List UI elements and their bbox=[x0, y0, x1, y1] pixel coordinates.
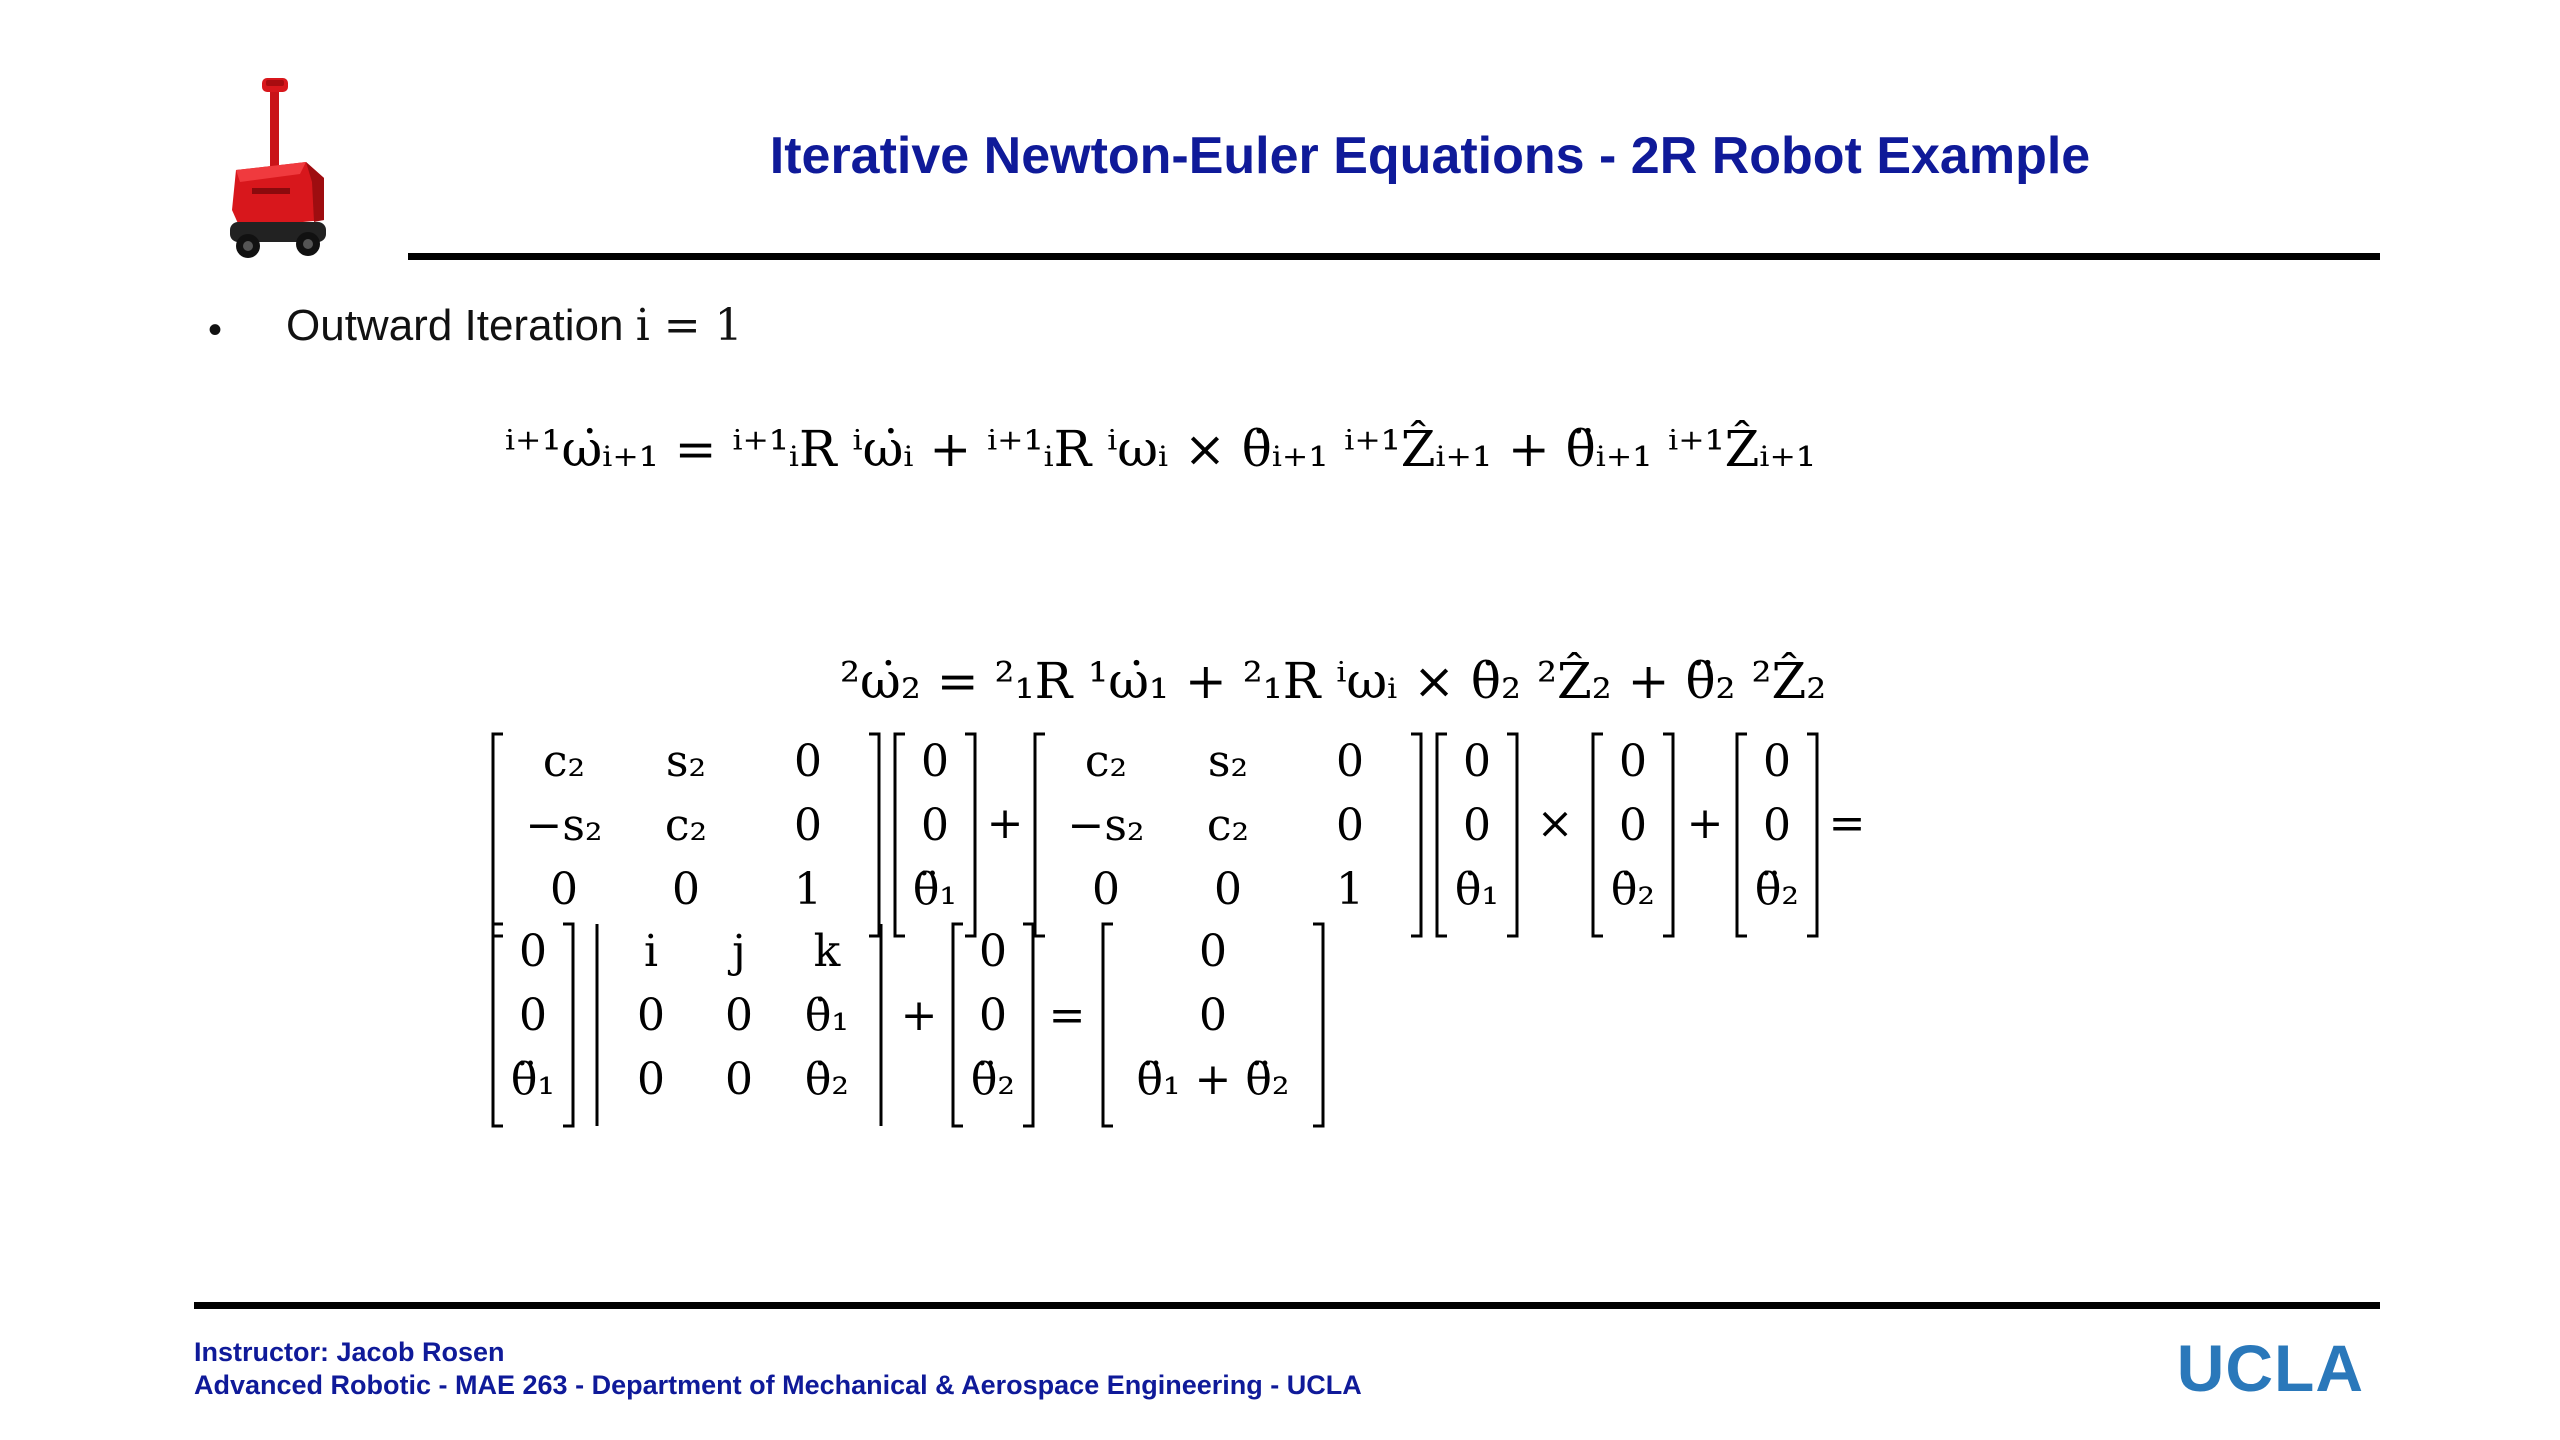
matrix-equation-row1 bbox=[485, 728, 1866, 915]
ddtheta1-vector-cell: 0 bbox=[921, 736, 949, 787]
ucla-logo: UCLA bbox=[2176, 1331, 2364, 1405]
dtheta2-vector-cell: 0 bbox=[1619, 736, 1647, 787]
row2-group bbox=[493, 924, 1323, 1126]
ddtheta1-vector-b-cell: 0 bbox=[519, 926, 547, 977]
dtheta1-vector-left-bracket bbox=[1437, 734, 1447, 936]
ddtheta1-vector-b-cell: 0 bbox=[519, 990, 547, 1041]
cross-operator: × bbox=[1536, 798, 1574, 849]
ddtheta1-vector-right-bracket bbox=[965, 734, 975, 936]
rotation-matrix-2-cell: −s₂ bbox=[1067, 800, 1145, 851]
rotation-matrix-1-cell: c₂ bbox=[542, 736, 586, 787]
rotation-matrix-1-left-bracket bbox=[493, 734, 503, 936]
ddtheta1-vector-b-left-bracket bbox=[493, 924, 503, 1126]
ddtheta1-vector-cell: 0 bbox=[921, 800, 949, 851]
rotation-matrix-2-cell: 0 bbox=[1214, 864, 1242, 915]
equals-operator: = bbox=[1828, 798, 1866, 849]
rotation-matrix-1-cell: 0 bbox=[794, 800, 822, 851]
dtheta2-vector-right-bracket bbox=[1663, 734, 1673, 936]
result-vector-cell: 0 bbox=[1199, 990, 1227, 1041]
rotation-matrix-2-cell: 0 bbox=[1336, 736, 1364, 787]
plus-operator: + bbox=[900, 990, 938, 1041]
rotation-matrix-1-cell: c₂ bbox=[664, 800, 708, 851]
cross-determinant-cell: 0 bbox=[637, 1054, 665, 1105]
cross-determinant-cell: i bbox=[643, 926, 659, 977]
header-divider bbox=[408, 253, 2380, 260]
dtheta1-vector-cell: 0 bbox=[1463, 800, 1491, 851]
general-equation: ⁱ⁺¹ω̇ᵢ₊₁ = ⁱ⁺¹ᵢR ⁱω̇ᵢ + ⁱ⁺¹ᵢR ⁱωᵢ × θ̇ᵢ₊₁ ⁱ⁺¹Ẑᵢ₊₁ + θ̈ᵢ₊₁ ⁱ⁺¹Ẑᵢ₊₁ bbox=[505, 420, 1816, 478]
cross-determinant-cell: j bbox=[732, 926, 746, 977]
ddtheta2-vector-left-bracket bbox=[1737, 734, 1747, 936]
dtheta1-vector-right-bracket bbox=[1507, 734, 1517, 936]
ddtheta2-vector-b-cell: 0 bbox=[979, 926, 1007, 977]
equals-operator: = bbox=[1048, 990, 1086, 1041]
ddtheta2-vector-cell: 0 bbox=[1763, 736, 1791, 787]
dtheta1-vector-cell: θ̇₁ bbox=[1454, 864, 1500, 915]
footer-course: Advanced Robotic - MAE 263 - Department of Mechanical & Aerospace Engineering - UCLA bbox=[194, 1370, 1362, 1400]
plus-operator: + bbox=[1686, 798, 1724, 849]
rotation-matrix-1-right-bracket bbox=[869, 734, 879, 936]
ddtheta2-vector-cell: θ̈₂ bbox=[1754, 864, 1800, 915]
ddtheta1-vector-cell: θ̈₁ bbox=[912, 864, 958, 915]
matrix-equation-row2 bbox=[485, 918, 1585, 1118]
rotation-matrix-2-right-bracket bbox=[1411, 734, 1421, 936]
rotation-matrix-1-cell: 0 bbox=[550, 864, 578, 915]
result-vector-left-bracket bbox=[1103, 924, 1113, 1126]
ddtheta1-vector-b-cell: θ̈₁ bbox=[510, 1054, 556, 1105]
cross-determinant-cell: 0 bbox=[725, 1054, 753, 1105]
ddtheta2-vector-b-cell: θ̈₂ bbox=[970, 1054, 1016, 1105]
rotation-matrix-1-cell: 0 bbox=[794, 736, 822, 787]
rotation-matrix-2-cell: 1 bbox=[1336, 864, 1364, 915]
footer-divider bbox=[194, 1302, 2380, 1309]
cross-determinant-cell: 0 bbox=[637, 990, 665, 1041]
rotation-matrix-2-cell: s₂ bbox=[1207, 736, 1249, 787]
slide-title: Iterative Newton-Euler Equations - 2R Robot Example bbox=[769, 127, 2091, 185]
bullet-text: Outward Iteration bbox=[286, 301, 636, 350]
rotation-matrix-2-cell: c₂ bbox=[1206, 800, 1250, 851]
cross-determinant-cell: k bbox=[813, 926, 841, 977]
specific-equation: ²ω̇₂ = ²₁R ¹ω̇₁ + ²₁R ⁱωᵢ × θ̇₂ ²Ẑ₂ + θ̈₂ ²Ẑ₂ bbox=[840, 652, 1827, 710]
ddtheta1-vector-left-bracket bbox=[895, 734, 905, 936]
result-vector-right-bracket bbox=[1313, 924, 1323, 1126]
bullet-item bbox=[286, 300, 743, 351]
cross-determinant-cell: θ̇₂ bbox=[804, 1054, 850, 1105]
dtheta2-vector-cell: 0 bbox=[1619, 800, 1647, 851]
ddtheta2-vector-b-left-bracket bbox=[953, 924, 963, 1126]
footer-instructor: Instructor: Jacob Rosen bbox=[194, 1337, 505, 1367]
ddtheta2-vector-right-bracket bbox=[1807, 734, 1817, 936]
rotation-matrix-1-cell: −s₂ bbox=[525, 800, 603, 851]
result-vector-cell: 0 bbox=[1199, 926, 1227, 977]
ddtheta1-vector-b-right-bracket bbox=[563, 924, 573, 1126]
bullet-marker: • bbox=[208, 308, 223, 352]
rotation-matrix-2-cell: c₂ bbox=[1084, 736, 1128, 787]
rotation-matrix-1-cell: 0 bbox=[672, 864, 700, 915]
rotation-matrix-1-cell: 1 bbox=[794, 864, 822, 915]
dtheta2-vector-cell: θ̇₂ bbox=[1610, 864, 1656, 915]
cross-determinant-cell: θ̇₁ bbox=[804, 990, 850, 1041]
ddtheta2-vector-cell: 0 bbox=[1763, 800, 1791, 851]
ddtheta2-vector-b-cell: 0 bbox=[979, 990, 1007, 1041]
rotation-matrix-2-cell: 0 bbox=[1092, 864, 1120, 915]
bullet-math: i = 1 bbox=[635, 300, 743, 351]
plus-operator: + bbox=[986, 798, 1024, 849]
row1-group bbox=[493, 734, 1865, 936]
ddtheta2-vector-b-right-bracket bbox=[1023, 924, 1033, 1126]
cross-determinant-cell: 0 bbox=[725, 990, 753, 1041]
rotation-matrix-1-cell: s₂ bbox=[665, 736, 707, 787]
rotation-matrix-2-cell: 0 bbox=[1336, 800, 1364, 851]
dtheta1-vector-cell: 0 bbox=[1463, 736, 1491, 787]
dtheta2-vector-left-bracket bbox=[1593, 734, 1603, 936]
rotation-matrix-2-left-bracket bbox=[1035, 734, 1045, 936]
result-vector-cell: θ̈₁ + θ̈₂ bbox=[1136, 1054, 1290, 1105]
